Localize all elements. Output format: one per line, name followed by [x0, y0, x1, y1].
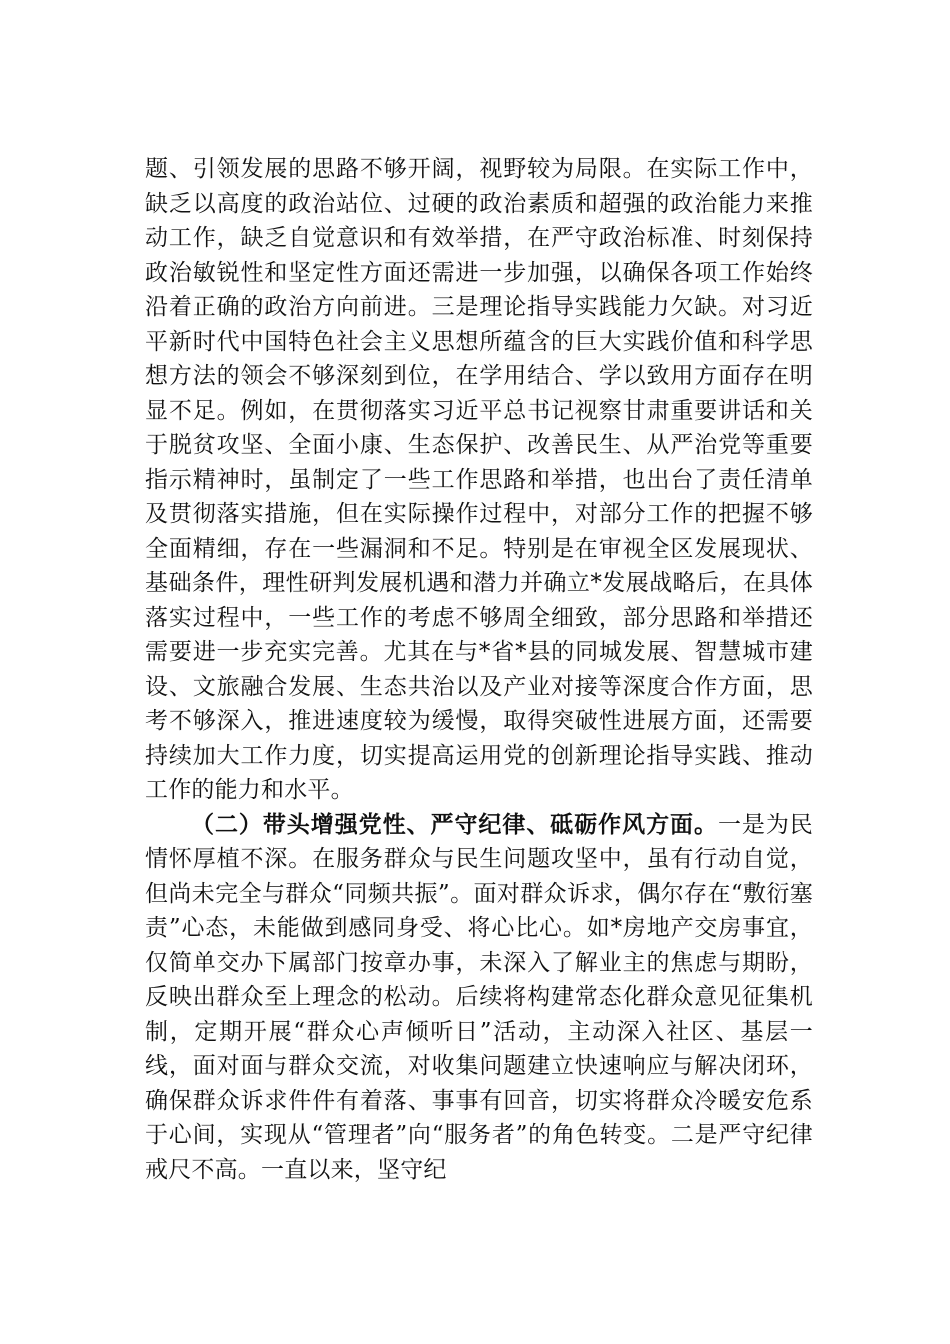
section-heading: （二）带头增强党性、严守纪律、砥砺作风方面。	[191, 811, 718, 838]
paragraph-continued: 题、引领发展的思路不够开阔，视野较为局限。在实际工作中，缺乏以高度的政治站位、过硬的政治素质和超强的政治能力来推动工作，缺乏自觉意识和有效举措，在严守政治标准、时刻保持政治敏锐性和坚定性方面还需进一步加强，以确保各项工作始终沿着正确的政治方向前进。三是理论指导实践能力欠缺。对习近平新时代中国特色社会主义思想所蕴含的巨大实践价值和科学思想方法的领会不够深刻到位，在学用结合、学以致用方面存在明显不足。例如，在贯彻落实习近平总书记视察甘肃重要讲话和关于脱贫攻坚、全面小康、生态保护、改善民生、从严治党等重要指示精神时，虽制定了一些工作思路和举措，也出台了责任清单及贯彻落实措施，但在实际操作过程中，对部分工作的把握不够全面精细，存在一些漏洞和不足。特别是在审视全区发展现状、基础条件，理性研判发展机遇和潜力并确立*发展战略后，在具体落实过程中，一些工作的考虑不够周全细致，部分思路和举措还需要进一步充实完善。尤其在与*省*县的同城发展、智慧城市建设、文旅融合发展、生态共治以及产业对接等深度合作方面，思考不够深入，推进速度较为缓慢，取得突破性进展方面，还需要持续加大工作力度，切实提高运用党的创新理论指导实践、推动工作的能力和水平。	[145, 156, 813, 803]
document-body	[145, 152, 813, 1187]
paragraph-section-2	[145, 808, 813, 1188]
section-body: 一是为民情怀厚植不深。在服务群众与民生问题攻坚中，虽有行动自觉，但尚未完全与群众“同频共振”。面对群众诉求，偶尔存在“敷衍塞责”心态，未能做到感同身受、将心比心。如*房地产交房事宜，仅简单交办下属部门按章办事，未深入了解业主的焦虑与期盼，反映出群众至上理念的松动。后续将构建常态化群众意见征集机制，定期开展“群众心声倾听日”活动，主动深入社区、基层一线，面对面与群众交流，对收集问题建立快速响应与解决闭环，确保群众诉求件件有着落、事事有回音，切实将群众冷暖安危系于心间，实现从“管理者”向“服务者”的角色转变。二是严守纪律戒尺不高。一直以来，坚守纪	[145, 811, 813, 1183]
